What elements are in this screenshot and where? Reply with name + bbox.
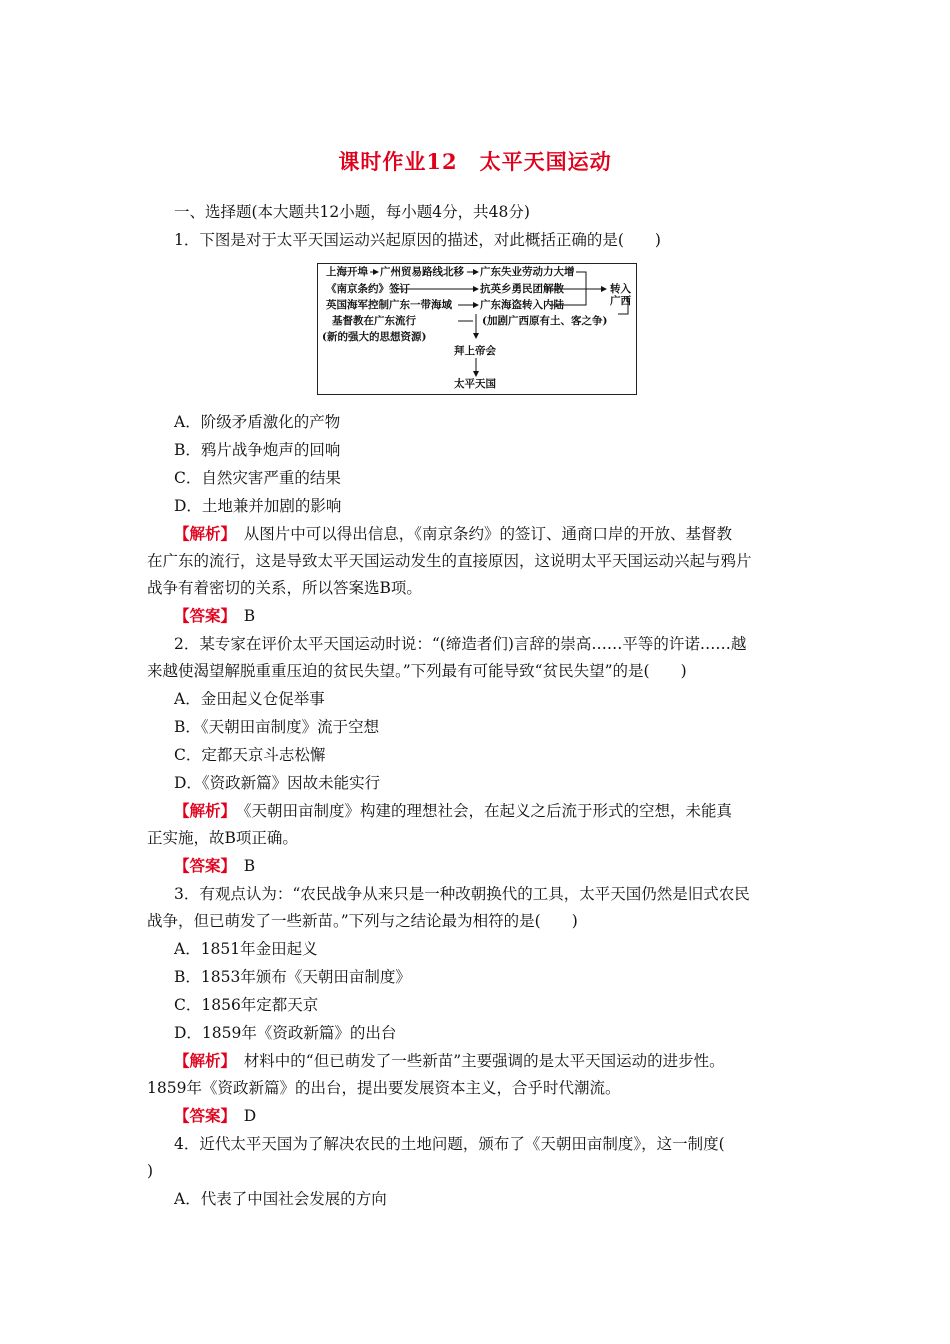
node-unemployment: 广东失业劳动力大增: [480, 266, 575, 278]
cause-diagram: [317, 263, 637, 395]
answer-tag: 【答案】: [174, 1106, 229, 1125]
q3-stem-line-2: 战争，但已萌发了一些新苗。”下列与之结论最为相符的是( ): [147, 912, 578, 930]
q2-option-b: B．《天朝田亩制度》流于空想: [174, 718, 380, 736]
node-nanjing-treaty: 《南京条约》签订: [326, 283, 410, 295]
q4-stem-line-2: ): [147, 1162, 154, 1180]
q1-option-c: C．自然灾害严重的结果: [174, 469, 341, 487]
q2-analysis-line-1: [174, 801, 814, 821]
q3-option-a: A．1851年金田起义: [174, 940, 318, 958]
q2-stem-line-1: 2．某专家在评价太平天国运动时说：“(缔造者们)言辞的崇高……平等的许诺……越: [174, 635, 747, 653]
analysis-text: 从图片中可以得出信息，《南京条约》的签订、通商口岸的开放、基督教: [228, 525, 733, 543]
q1-analysis-line-3: 战争有着密切的关系，所以答案选B项。: [147, 579, 422, 597]
q1-analysis-line-2: 在广东的流行，这是导致太平天国运动发生的直接原因，这说明太平天国运动兴起与鸦片: [147, 552, 752, 570]
q3-option-c: C．1856年定都天京: [174, 996, 319, 1014]
node-christianity: 基督教在广东流行: [332, 315, 416, 327]
node-to-guangxi: 转入广西: [610, 283, 631, 307]
q1-option-a: A．阶级矛盾激化的产物: [174, 413, 341, 431]
section-heading: 一、选择题(本大题共12小题，每小题4分，共48分): [174, 203, 530, 221]
answer-value: B: [228, 607, 256, 625]
q2-analysis-line-2: 正实施，故B项正确。: [147, 829, 298, 847]
q2-option-a: A．金田起义仓促举事: [174, 690, 325, 708]
q2-option-d: D．《资政新篇》因故未能实行: [174, 774, 381, 792]
analysis-tag: 【解析】: [174, 1051, 229, 1070]
analysis-tag: 【解析】: [174, 524, 229, 543]
q2-stem-line-2: 来越使渴望解脱重重压迫的贫民失望。”下列最有可能导致“贫民失望”的是( ): [147, 662, 687, 680]
q1-option-b: B．鸦片战争炮声的回响: [174, 441, 341, 459]
node-tuke-conflict: (加剧广西原有土、客之争): [482, 315, 608, 327]
q3-option-d: D．1859年《资政新篇》的出台: [174, 1024, 397, 1042]
q2-answer: [174, 856, 814, 876]
q1-stem: 1．下图是对于太平天国运动兴起原因的描述，对此概括正确的是( ): [174, 231, 661, 249]
q1-option-d: D．土地兼并加剧的影响: [174, 497, 342, 515]
q1-answer: [174, 606, 814, 626]
q3-stem-line-1: 3．有观点认为：“农民战争从来只是一种改朝换代的工具，太平天国仍然是旧式农民: [174, 885, 750, 903]
q4-option-a: A．代表了中国社会发展的方向: [174, 1190, 387, 1208]
node-canton-route: 广州贸易路线北移: [380, 266, 464, 278]
q3-option-b: B．1853年颁布《天朝田亩制度》: [174, 968, 411, 986]
q3-analysis-line-1: [174, 1051, 814, 1071]
q3-answer: [174, 1106, 814, 1126]
q2-option-c: C．定都天京斗志松懈: [174, 746, 326, 764]
q4-stem-line-1: 4．近代太平天国为了解决农民的土地问题，颁布了《天朝田亩制度》，这一制度(: [174, 1135, 725, 1153]
node-shanghai-port: 上海开埠: [326, 266, 368, 278]
analysis-text: 《天朝田亩制度》构建的理想社会，在起义之后流于形式的空想，未能真: [228, 802, 733, 820]
analysis-text: 材料中的“但已萌发了一些新苗”主要强调的是太平天国运动的进步性。: [228, 1052, 725, 1070]
answer-tag: 【答案】: [174, 606, 229, 625]
analysis-tag: 【解析】: [174, 801, 229, 820]
node-pirates: 广东海盗转入内陆: [480, 299, 564, 311]
node-god-society: 拜上帝会: [454, 345, 496, 357]
node-militia-disband: 抗英乡勇民团解散: [480, 283, 564, 295]
q1-analysis-line-1: [174, 524, 814, 544]
node-british-navy: 英国海军控制广东一带海域: [326, 299, 452, 311]
q3-analysis-line-2: 1859年《资政新篇》的出台，提出要发展资本主义，合乎时代潮流。: [147, 1079, 621, 1097]
node-taiping: 太平天国: [454, 378, 496, 390]
answer-value: D: [228, 1107, 257, 1125]
node-new-ideology: (新的强大的思想资源): [322, 331, 427, 343]
page-title: 课时作业12 太平天国运动: [338, 149, 612, 174]
answer-tag: 【答案】: [174, 856, 229, 875]
answer-value: B: [228, 857, 256, 875]
